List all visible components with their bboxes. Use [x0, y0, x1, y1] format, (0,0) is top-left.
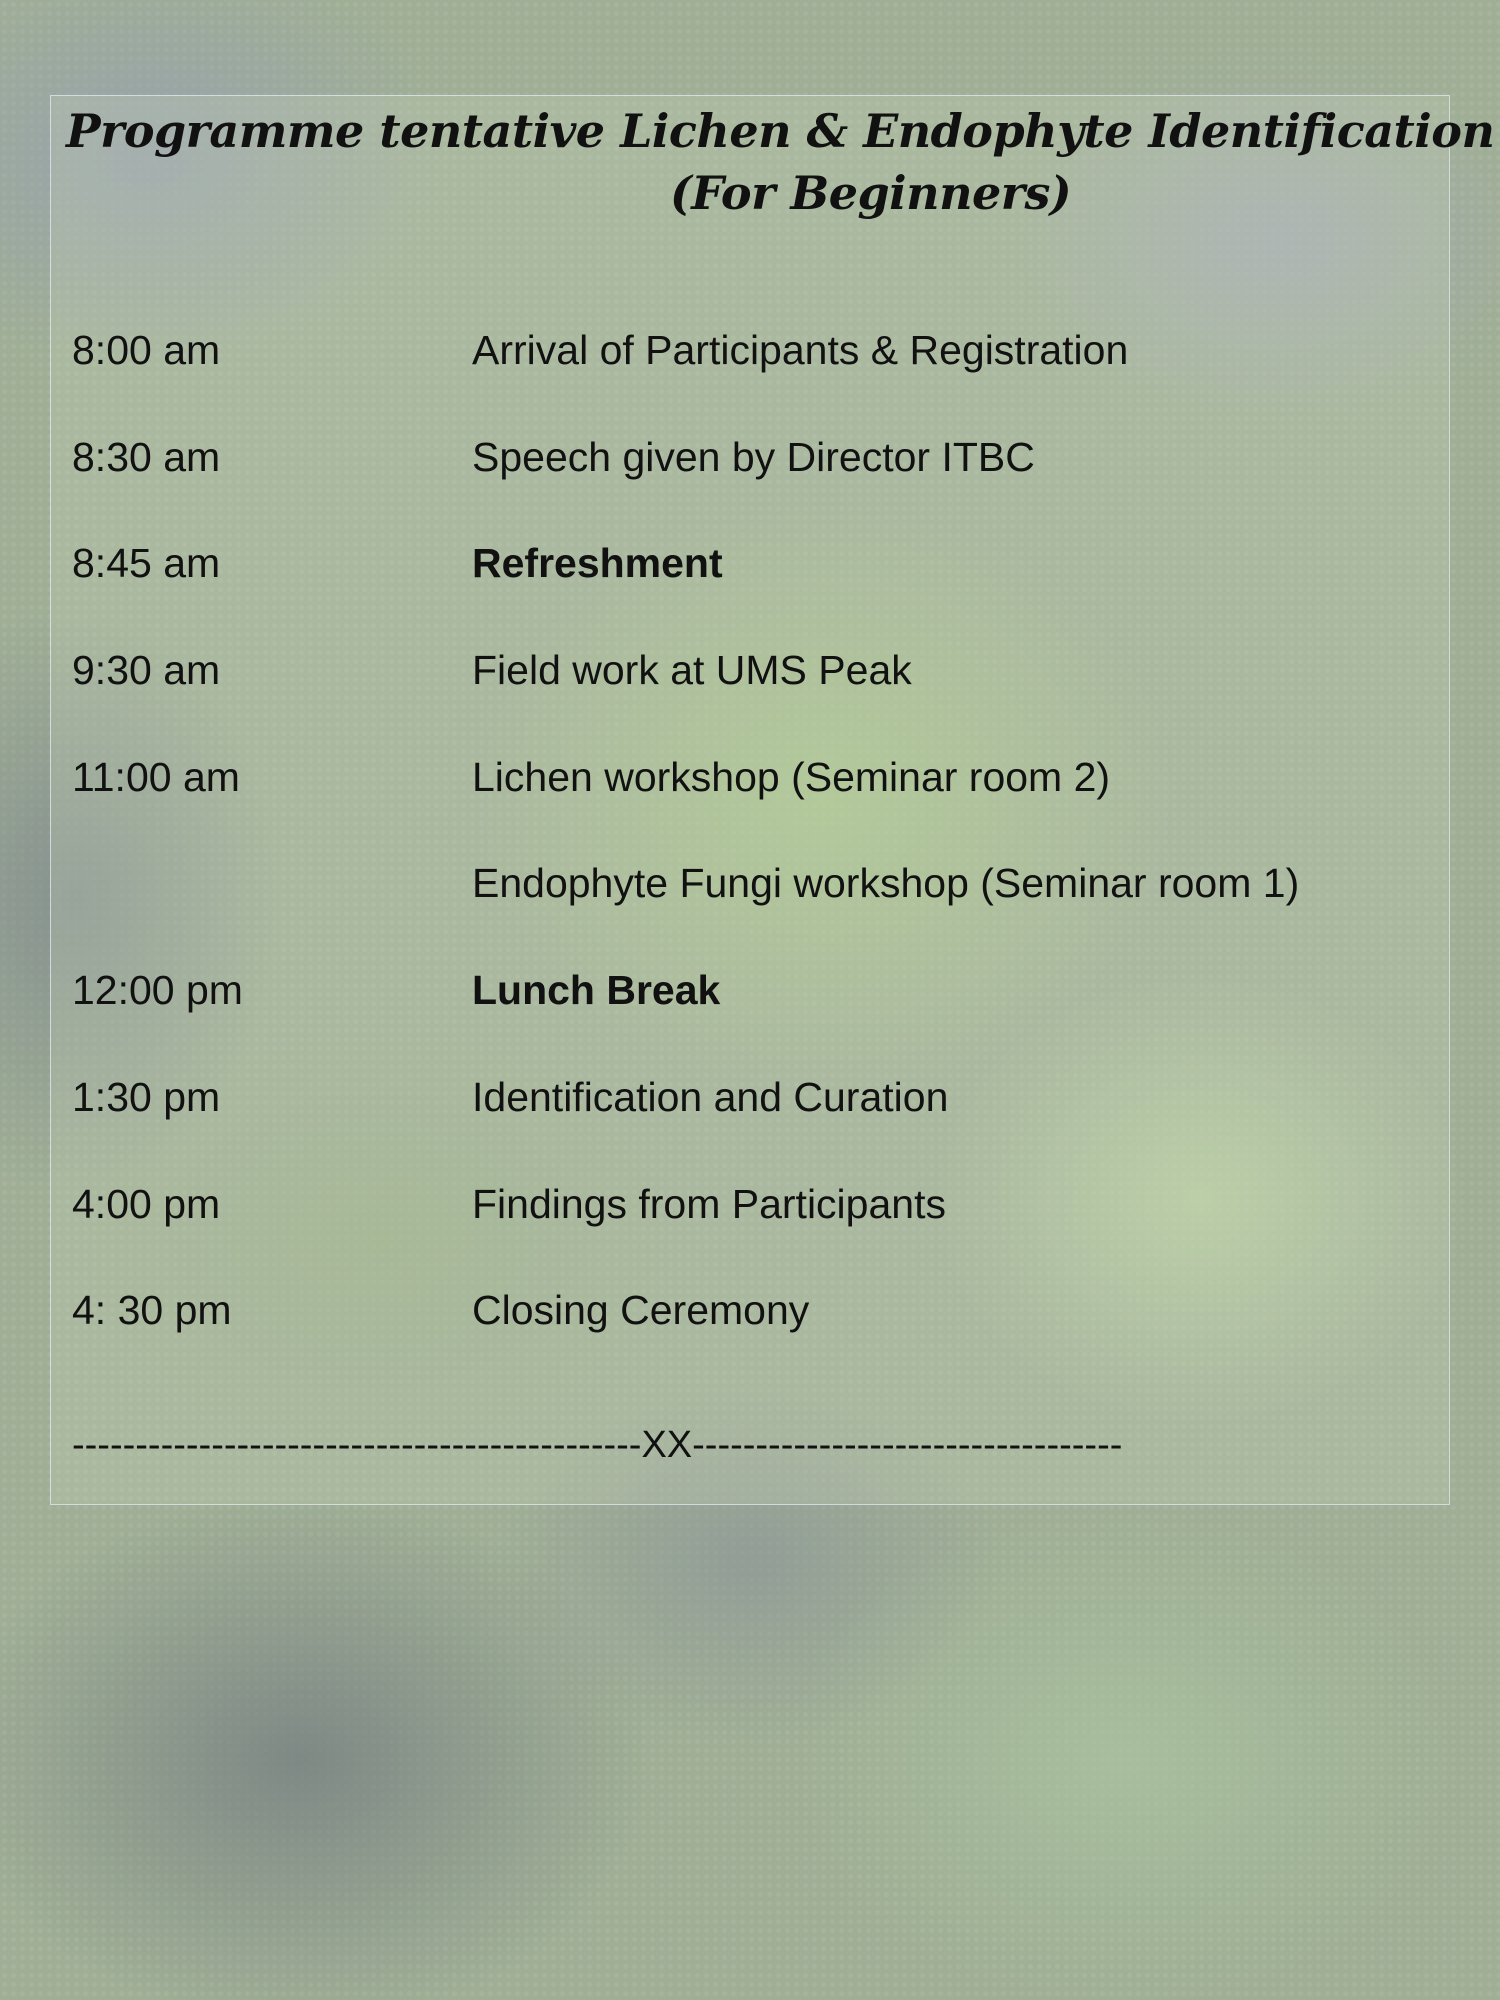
- schedule-activity: Endophyte Fungi workshop (Seminar room 1): [472, 860, 1300, 907]
- schedule-row: [72, 533, 1452, 640]
- schedule-time: 4:00 pm: [72, 1180, 221, 1227]
- schedule-activity: Findings from Participants: [472, 1180, 946, 1227]
- schedule-row: [72, 853, 1452, 960]
- schedule-activity: Lichen workshop (Seminar room 2): [472, 753, 1111, 800]
- schedule-time: 8:45 am: [72, 540, 221, 587]
- title-line-2: (For Beginners): [670, 166, 1072, 220]
- schedule-activity: Lunch Break: [472, 967, 721, 1014]
- schedule-time: 9:30 am: [72, 647, 221, 694]
- schedule-list: [72, 320, 1452, 1387]
- schedule-time: 12:00 pm: [72, 967, 243, 1014]
- schedule-time: 11:00 am: [72, 753, 240, 800]
- schedule-row: [72, 1067, 1452, 1174]
- schedule-row: [72, 427, 1452, 534]
- end-divider: ---------------------------------------------XX----------------------------------: [72, 1424, 1123, 1466]
- schedule-time: 4: 30 pm: [72, 1287, 232, 1334]
- schedule-activity: Identification and Curation: [472, 1073, 949, 1120]
- schedule-row: [72, 1280, 1452, 1387]
- schedule-activity: Arrival of Participants & Registration: [472, 327, 1129, 373]
- schedule-row: [72, 960, 1452, 1067]
- page-title: [0, 100, 1500, 224]
- schedule-row: [72, 747, 1452, 854]
- title-line-1: Programme tentative Lichen & Endophyte Identification: [66, 104, 1495, 158]
- schedule-activity: Closing Ceremony: [472, 1287, 810, 1334]
- schedule-time: 8:00 am: [72, 327, 221, 373]
- schedule-activity: Field work at UMS Peak: [472, 647, 912, 694]
- schedule-time: 8:30 am: [72, 433, 221, 480]
- schedule-time: 1:30 pm: [72, 1073, 221, 1120]
- schedule-row: [72, 640, 1452, 747]
- schedule-activity: Refreshment: [472, 540, 723, 587]
- schedule-activity: Speech given by Director ITBC: [472, 433, 1035, 480]
- schedule-row: [72, 1174, 1452, 1281]
- schedule-row: [72, 320, 1452, 427]
